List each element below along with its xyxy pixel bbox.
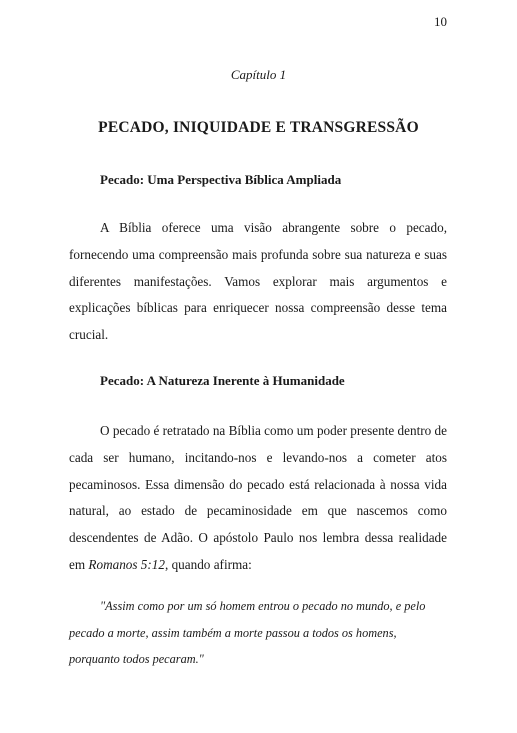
scripture-reference: Romanos 5:12	[88, 556, 165, 572]
scripture-quote-text: "Assim como por um só homem entrou o pecado no mundo, e pelo pecado a morte, assim também a morte passou a todos os homens, porquanto todos pecaram."	[69, 599, 426, 666]
paragraph-2-tail: , quando afirma:	[164, 556, 252, 572]
page-number: 10	[434, 14, 447, 29]
paragraph-2	[69, 418, 447, 579]
chapter-title: PECADO, INIQUIDADE E TRANSGRESSÃO	[98, 119, 419, 136]
paragraph-2-text: O pecado é retratado na Bíblia como um poder presente dentro de cada ser humano, incitando-nos e levando-nos a cometer atos pecaminosos. Essa dimensão do pecado está relacionada à nossa vida natural, ao estado de pecaminosidade em que nascemos como descendentes de Adão. O apóstolo Paulo nos lembra dessa realidade em	[69, 423, 447, 572]
paragraph-1-text: A Bíblia oferece uma visão abrangente sobre o pecado, fornecendo uma compreensão mais profunda sobre sua natureza e suas diferentes manifestações. Vamos explorar mais argumentos e explicações bíblicas para enriquecer nossa compreensão desse tema crucial.	[69, 220, 447, 343]
section-heading-1: Pecado: Uma Perspectiva Bíblica Ampliada	[100, 172, 342, 187]
scripture-quote	[69, 593, 447, 673]
section-heading-2: Pecado: A Natureza Inerente à Humanidade	[100, 373, 345, 388]
chapter-label: Capítulo 1	[230, 67, 287, 82]
paragraph-1	[69, 215, 447, 349]
